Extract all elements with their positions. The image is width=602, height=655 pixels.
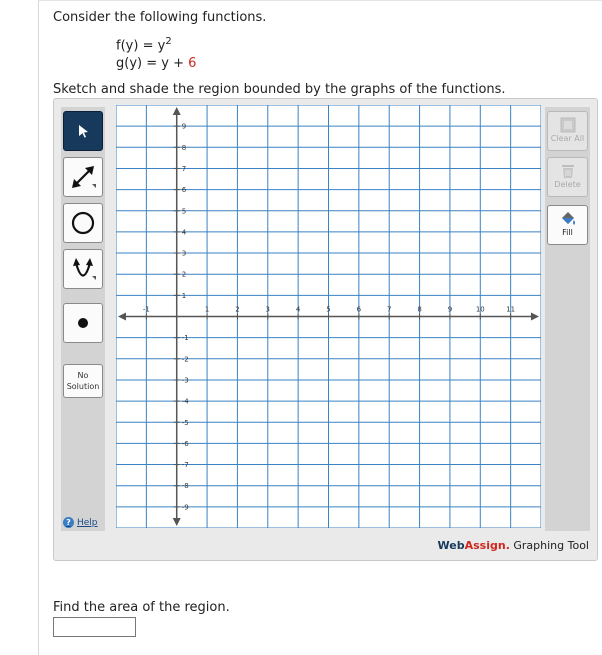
dot-icon	[76, 316, 90, 330]
top-divider	[38, 0, 602, 1]
no-solution-label-1: No	[77, 371, 89, 380]
y-tick-label: -3	[181, 376, 189, 385]
circle-tool-button[interactable]	[63, 203, 103, 243]
x-tick-label: 10	[475, 305, 485, 314]
y-tick-label: -1	[181, 334, 189, 343]
y-tick-label: -9	[181, 503, 189, 512]
f-rhs-base: y	[157, 38, 166, 54]
x-tick-label: 4	[295, 305, 301, 314]
g-lhs: g(y)	[116, 56, 143, 71]
brand-suffix: Assign.	[464, 539, 510, 552]
y-tick-label: -5	[181, 418, 189, 427]
y-tick-label: 7	[181, 164, 187, 173]
clear-all-button[interactable]	[547, 111, 588, 151]
double-arrow-line-icon	[68, 162, 98, 192]
g-rhs-y: y	[161, 56, 169, 71]
paint-bucket-icon	[558, 210, 578, 228]
help-link[interactable]	[63, 517, 98, 528]
point-tool-button[interactable]	[63, 303, 103, 343]
f-rhs-exponent: 2	[165, 36, 172, 47]
g-equals: =	[146, 56, 158, 71]
line-tool-button[interactable]	[63, 157, 103, 197]
y-tick-label: -8	[181, 482, 189, 491]
delete-button[interactable]	[547, 157, 588, 197]
area-answer-input[interactable]	[53, 617, 136, 637]
f-lhs: f(y)	[116, 38, 139, 54]
circle-icon	[68, 208, 98, 238]
pointer-tool-button[interactable]	[63, 111, 103, 151]
sketch-instruction: Sketch and shade the region bounded by the graphs of the functions.	[53, 82, 506, 97]
left-margin-line	[38, 0, 39, 655]
left-toolbar	[61, 107, 105, 531]
y-tick-label: 5	[181, 207, 187, 216]
y-tick-label: 6	[181, 186, 187, 195]
brand-prefix: Web	[437, 539, 465, 552]
arrow-pointer-icon	[75, 123, 91, 139]
x-tick-label: 6	[356, 305, 362, 314]
no-solution-label-2: Solution	[66, 382, 100, 391]
coordinate-grid[interactable]	[116, 105, 541, 528]
y-tick-label: 4	[181, 228, 187, 237]
x-tick-label: -1	[142, 305, 150, 314]
y-tick-label: 9	[181, 122, 187, 131]
y-tick-label: -7	[181, 461, 189, 470]
fill-button[interactable]	[547, 205, 588, 245]
y-tick-label: -2	[181, 355, 189, 364]
x-tick-label: 8	[417, 305, 422, 314]
y-tick-label: 2	[181, 270, 187, 279]
x-tick-label: 9	[447, 305, 453, 314]
y-tick-label: 1	[181, 291, 187, 300]
function-g	[116, 56, 196, 71]
delete-label: Delete	[554, 180, 581, 189]
x-tick-label: 1	[204, 305, 210, 314]
fill-label: Fill	[562, 228, 573, 237]
x-tick-label: 11	[506, 305, 516, 314]
x-tick-label: 7	[386, 305, 392, 314]
x-tick-label: 2	[235, 305, 240, 314]
parabola-icon	[68, 254, 98, 284]
clear-all-icon	[559, 116, 577, 134]
help-label: Help	[77, 517, 98, 528]
clear-all-label: Clear All	[550, 134, 585, 143]
parabola-tool-button[interactable]	[63, 249, 103, 289]
graphing-tool-label: Graphing Tool	[513, 539, 589, 552]
y-tick-label: 3	[181, 249, 187, 258]
y-tick-label: 8	[181, 143, 187, 152]
x-tick-label: 5	[326, 305, 331, 314]
y-tick-label: -4	[181, 397, 189, 406]
footer-branding	[438, 539, 589, 552]
help-icon: ?	[63, 517, 74, 528]
graphing-tool-panel	[53, 98, 598, 561]
f-equals: =	[142, 38, 154, 54]
trash-icon	[559, 162, 577, 180]
y-tick-label: -6	[181, 439, 189, 448]
function-f	[116, 36, 172, 53]
area-question: Find the area of the region.	[53, 600, 230, 615]
x-tick-label: 3	[265, 305, 271, 314]
g-rhs-plus: +	[173, 56, 185, 71]
no-solution-button[interactable]	[63, 364, 103, 398]
question-prompt: Consider the following functions.	[53, 10, 267, 25]
right-toolbar	[545, 107, 590, 531]
g-rhs-constant: 6	[188, 56, 197, 71]
